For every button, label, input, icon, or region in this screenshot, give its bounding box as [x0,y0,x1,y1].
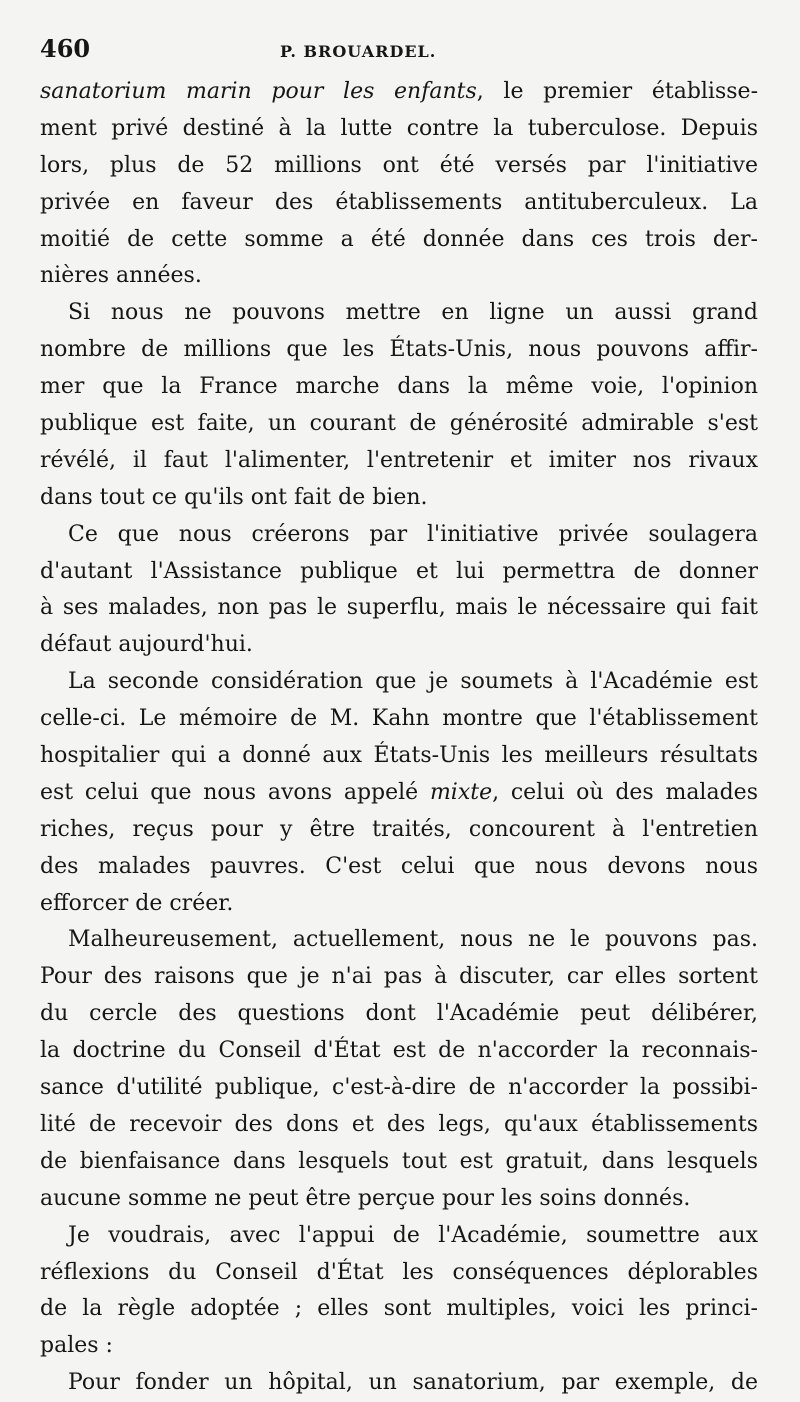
text-line: révélé, il faut l'alimenter, l'entretenir et imiter nos rivaux [40,447,758,473]
text-line: la doctrine du Conseil d'État est de n'accorder la reconnais- [40,1038,758,1064]
text-line: Malheureusement, actuellement, nous ne le pouvons pas. [68,927,758,953]
text-line: moitié de cette somme a été donnée dans ces trois der- [40,226,758,252]
text-line: sanatorium marin pour les enfants, le premier établisse- [40,79,758,104]
text-line: ment privé destiné à la lutte contre la tuberculose. Depuis [40,115,758,141]
text-line: hospitalier qui a donné aux États-Unis les meilleurs résultats [40,743,758,769]
text-line: sance d'utilité publique, c'est-à-dire de n'accorder la possibi- [40,1075,758,1101]
paragraph [40,74,758,295]
text-line: Je voudrais, avec l'appui de l'Académie, soumettre aux [68,1222,758,1248]
text-line: Si nous ne pouvons mettre en ligne un aussi grand [68,300,758,326]
text-line: dans tout ce qu'ils ont fait de bien. [40,484,428,510]
text-line: pales : [40,1333,113,1359]
text-line: lité de recevoir des dons et des legs, qu'aux établissements [40,1111,758,1137]
running-title: P. BROUARDEL. [280,42,437,61]
text-line: La seconde considération que je soumets à l'Académie est [68,669,758,695]
text-line: publique est faite, un courant de générosité admirable s'est [40,411,758,437]
text-line: mer que la France marche dans la même voie, l'opinion [40,374,758,400]
paragraph [40,295,758,516]
body-text [40,74,758,1402]
text-line: Ce que nous créerons par l'initiative privée soulagera [68,521,758,547]
text-line: d'autant l'Assistance publique et lui permettra de donner [40,558,758,584]
paragraph [40,1365,758,1402]
text-line: nières années. [40,263,202,289]
text-line: riches, reçus pour y être traités, concourent à l'entretien [40,816,758,842]
text-line: Pour fonder un hôpital, un sanatorium, par exemple, de [68,1370,758,1396]
text-line: privée en faveur des établissements antituberculeux. La [40,189,758,215]
text-line: à ses malades, non pas le superflu, mais le nécessaire qui fait [40,595,758,621]
text-line: nombre de millions que les États-Unis, nous pouvons affir- [40,337,758,363]
italic-emphasis: mixte [429,779,493,805]
text-line: du cercle des questions dont l'Académie peut délibérer, [40,1001,758,1027]
text-line: de la règle adoptée ; elles sont multiples, voici les princi- [40,1296,758,1322]
paragraph [40,922,758,1217]
text-line: Pour des raisons que je n'ai pas à discuter, car elles sortent [40,964,758,990]
text-line: aucune somme ne peut être perçue pour les soins donnés. [40,1185,691,1211]
running-head [40,34,758,72]
text-line: celle-ci. Le mémoire de M. Kahn montre que l'établissement [40,706,758,732]
text-line: des malades pauvres. C'est celui que nous devons nous [40,853,758,879]
paragraph [40,517,758,665]
text-line: efforcer de créer. [40,890,234,916]
paragraph [40,664,758,922]
italic-emphasis: sanatorium marin pour les enfants [40,79,477,104]
text-line: réflexions du Conseil d'État les conséquences déplorables [40,1259,758,1285]
page-number: 460 [40,34,91,63]
text-line: lors, plus de 52 millions ont été versés par l'initiative [40,152,758,178]
text-line: de bienfaisance dans lesquels tout est gratuit, dans lesquels [40,1148,758,1174]
text-line: défaut aujourd'hui. [40,632,253,658]
paragraph [40,1218,758,1366]
text-line: est celui que nous avons appelé mixte, celui où des malades [40,779,758,805]
